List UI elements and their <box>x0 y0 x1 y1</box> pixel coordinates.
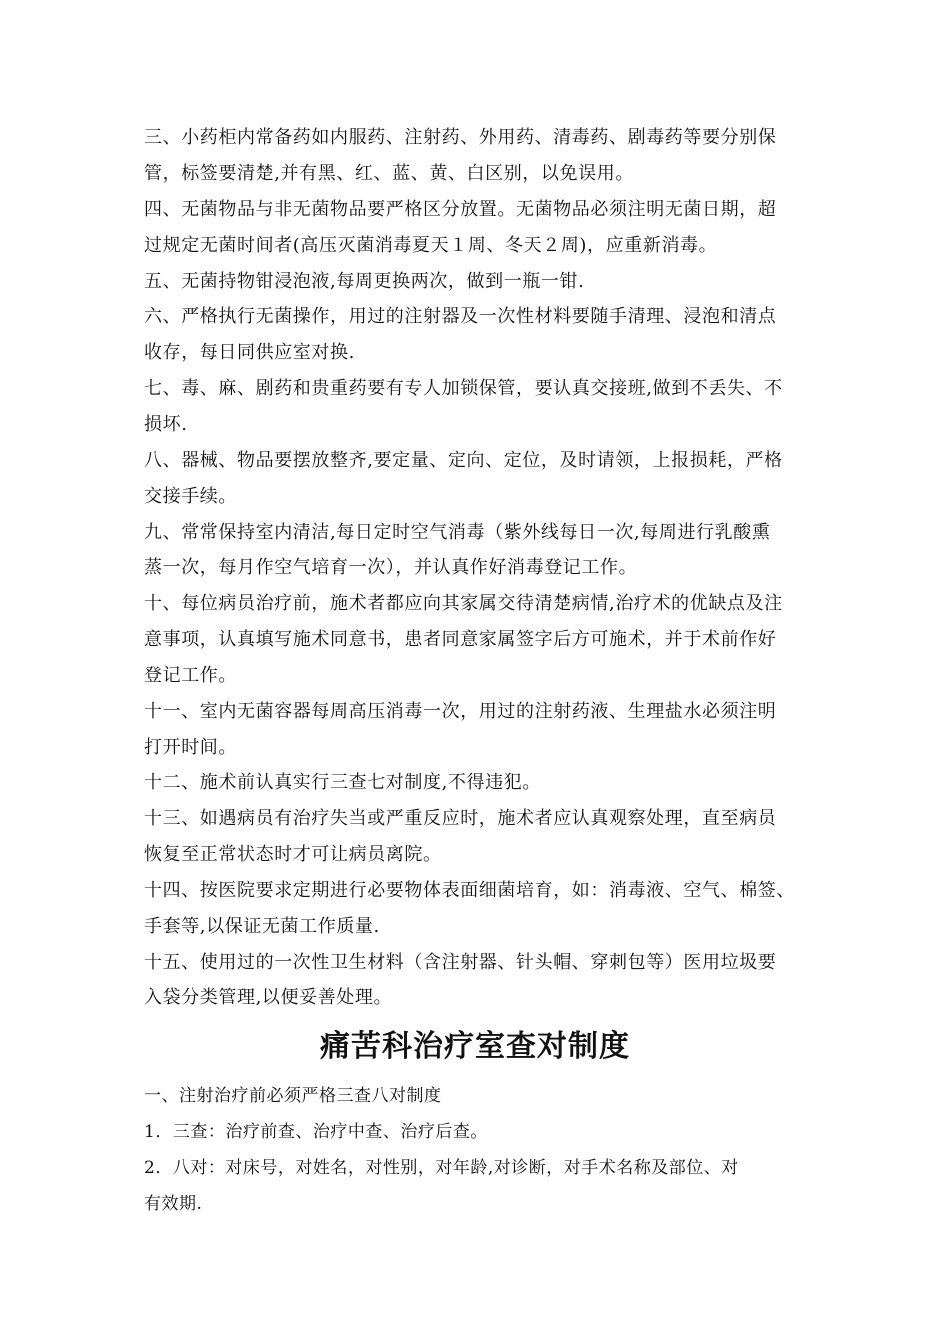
rule-line: 意事项，认真填写施术同意书，患者同意家属签字后方可施术，并于术前作好 <box>144 629 777 650</box>
check-line: 2．八对：对床号，对姓名，对性别，对年龄,对诊断，对手术名称及部位、对 <box>144 1158 739 1178</box>
rule-line: 三、小药柜内常备药如内服药、注射药、外用药、清毒药、剧毒药等要分别保 <box>144 127 777 148</box>
rule-line: 十二、施术前认真实行三查七对制度,不得违犯。 <box>144 772 541 793</box>
rule-line: 六、严格执行无菌操作，用过的注射器及一次性材料要随手清理、浸泡和清点 <box>144 306 777 327</box>
rule-line: 五、无菌持物钳浸泡液,每周更换两次，做到一瓶一钳. <box>144 271 585 292</box>
rule-line: 过规定无菌时间者(高压灭菌消毒夏天１周、冬天２周)，应重新消毒。 <box>144 235 718 256</box>
rule-line: 七、毒、麻、剧药和贵重药要有专人加锁保管，要认真交接班,做到不丢失、不 <box>144 378 783 399</box>
rule-line: 交接手续。 <box>144 486 237 507</box>
rule-line: 登记工作。 <box>144 665 237 686</box>
rule-line: 管，标签要清楚,并有黑、红、蓝、黄、白区别，以免误用。 <box>144 163 634 184</box>
rule-line: 恢复至正常状态时才可让病员离院。 <box>144 844 442 865</box>
rule-line: 八、器械、物品要摆放整齐,要定量、定向、定位，及时请领，上报损耗，严格 <box>144 450 783 471</box>
check-line: 一、注射治疗前必须严格三查八对制度 <box>144 1086 442 1106</box>
rule-line: 十一、室内无菌容器每周高压消毒一次，用过的注射药液、生理盐水必须注明 <box>144 701 777 722</box>
rule-line: 损坏. <box>144 414 188 435</box>
rule-line: 四、无菌物品与非无菌物品要严格区分放置。无菌物品必须注明无菌日期，超 <box>144 199 777 220</box>
rule-line: 蒸一次，每月作空气培育一次），并认真作好消毒登记工作。 <box>144 557 638 578</box>
rule-line: 收存，每日同供应室对换. <box>144 342 355 363</box>
check-line: 1．三查：治疗前查、治疗中查、治疗后查。 <box>144 1122 488 1142</box>
rule-line: 十五、使用过的一次性卫生材料（含注射器、针头帽、穿刺包等）医用垃圾要 <box>144 952 777 973</box>
rule-line: 手套等,以保证无菌工作质量. <box>144 916 380 937</box>
rule-line: 打开时间。 <box>144 737 237 758</box>
section-title: 痛苦科治疗室查对制度 <box>320 1029 630 1064</box>
check-line: 有效期. <box>144 1194 203 1214</box>
rule-line: 十三、如遇病员有治疗失当或严重反应时，施术者应认真观察处理，直至病员 <box>144 808 777 829</box>
rule-line: 十、每位病员治疗前，施术者都应向其家属交待清楚病情,治疗术的优缺点及注 <box>144 593 783 614</box>
rule-line: 九、常常保持室内清洁,每日定时空气消毒（紫外线每日一次,每周进行乳酸熏 <box>144 522 771 543</box>
rule-line: 入袋分类管理,以便妥善处理。 <box>144 987 393 1008</box>
rule-line: 十四、按医院要求定期进行必要物体表面细菌培育，如：消毒液、空气、棉签、 <box>144 880 795 901</box>
